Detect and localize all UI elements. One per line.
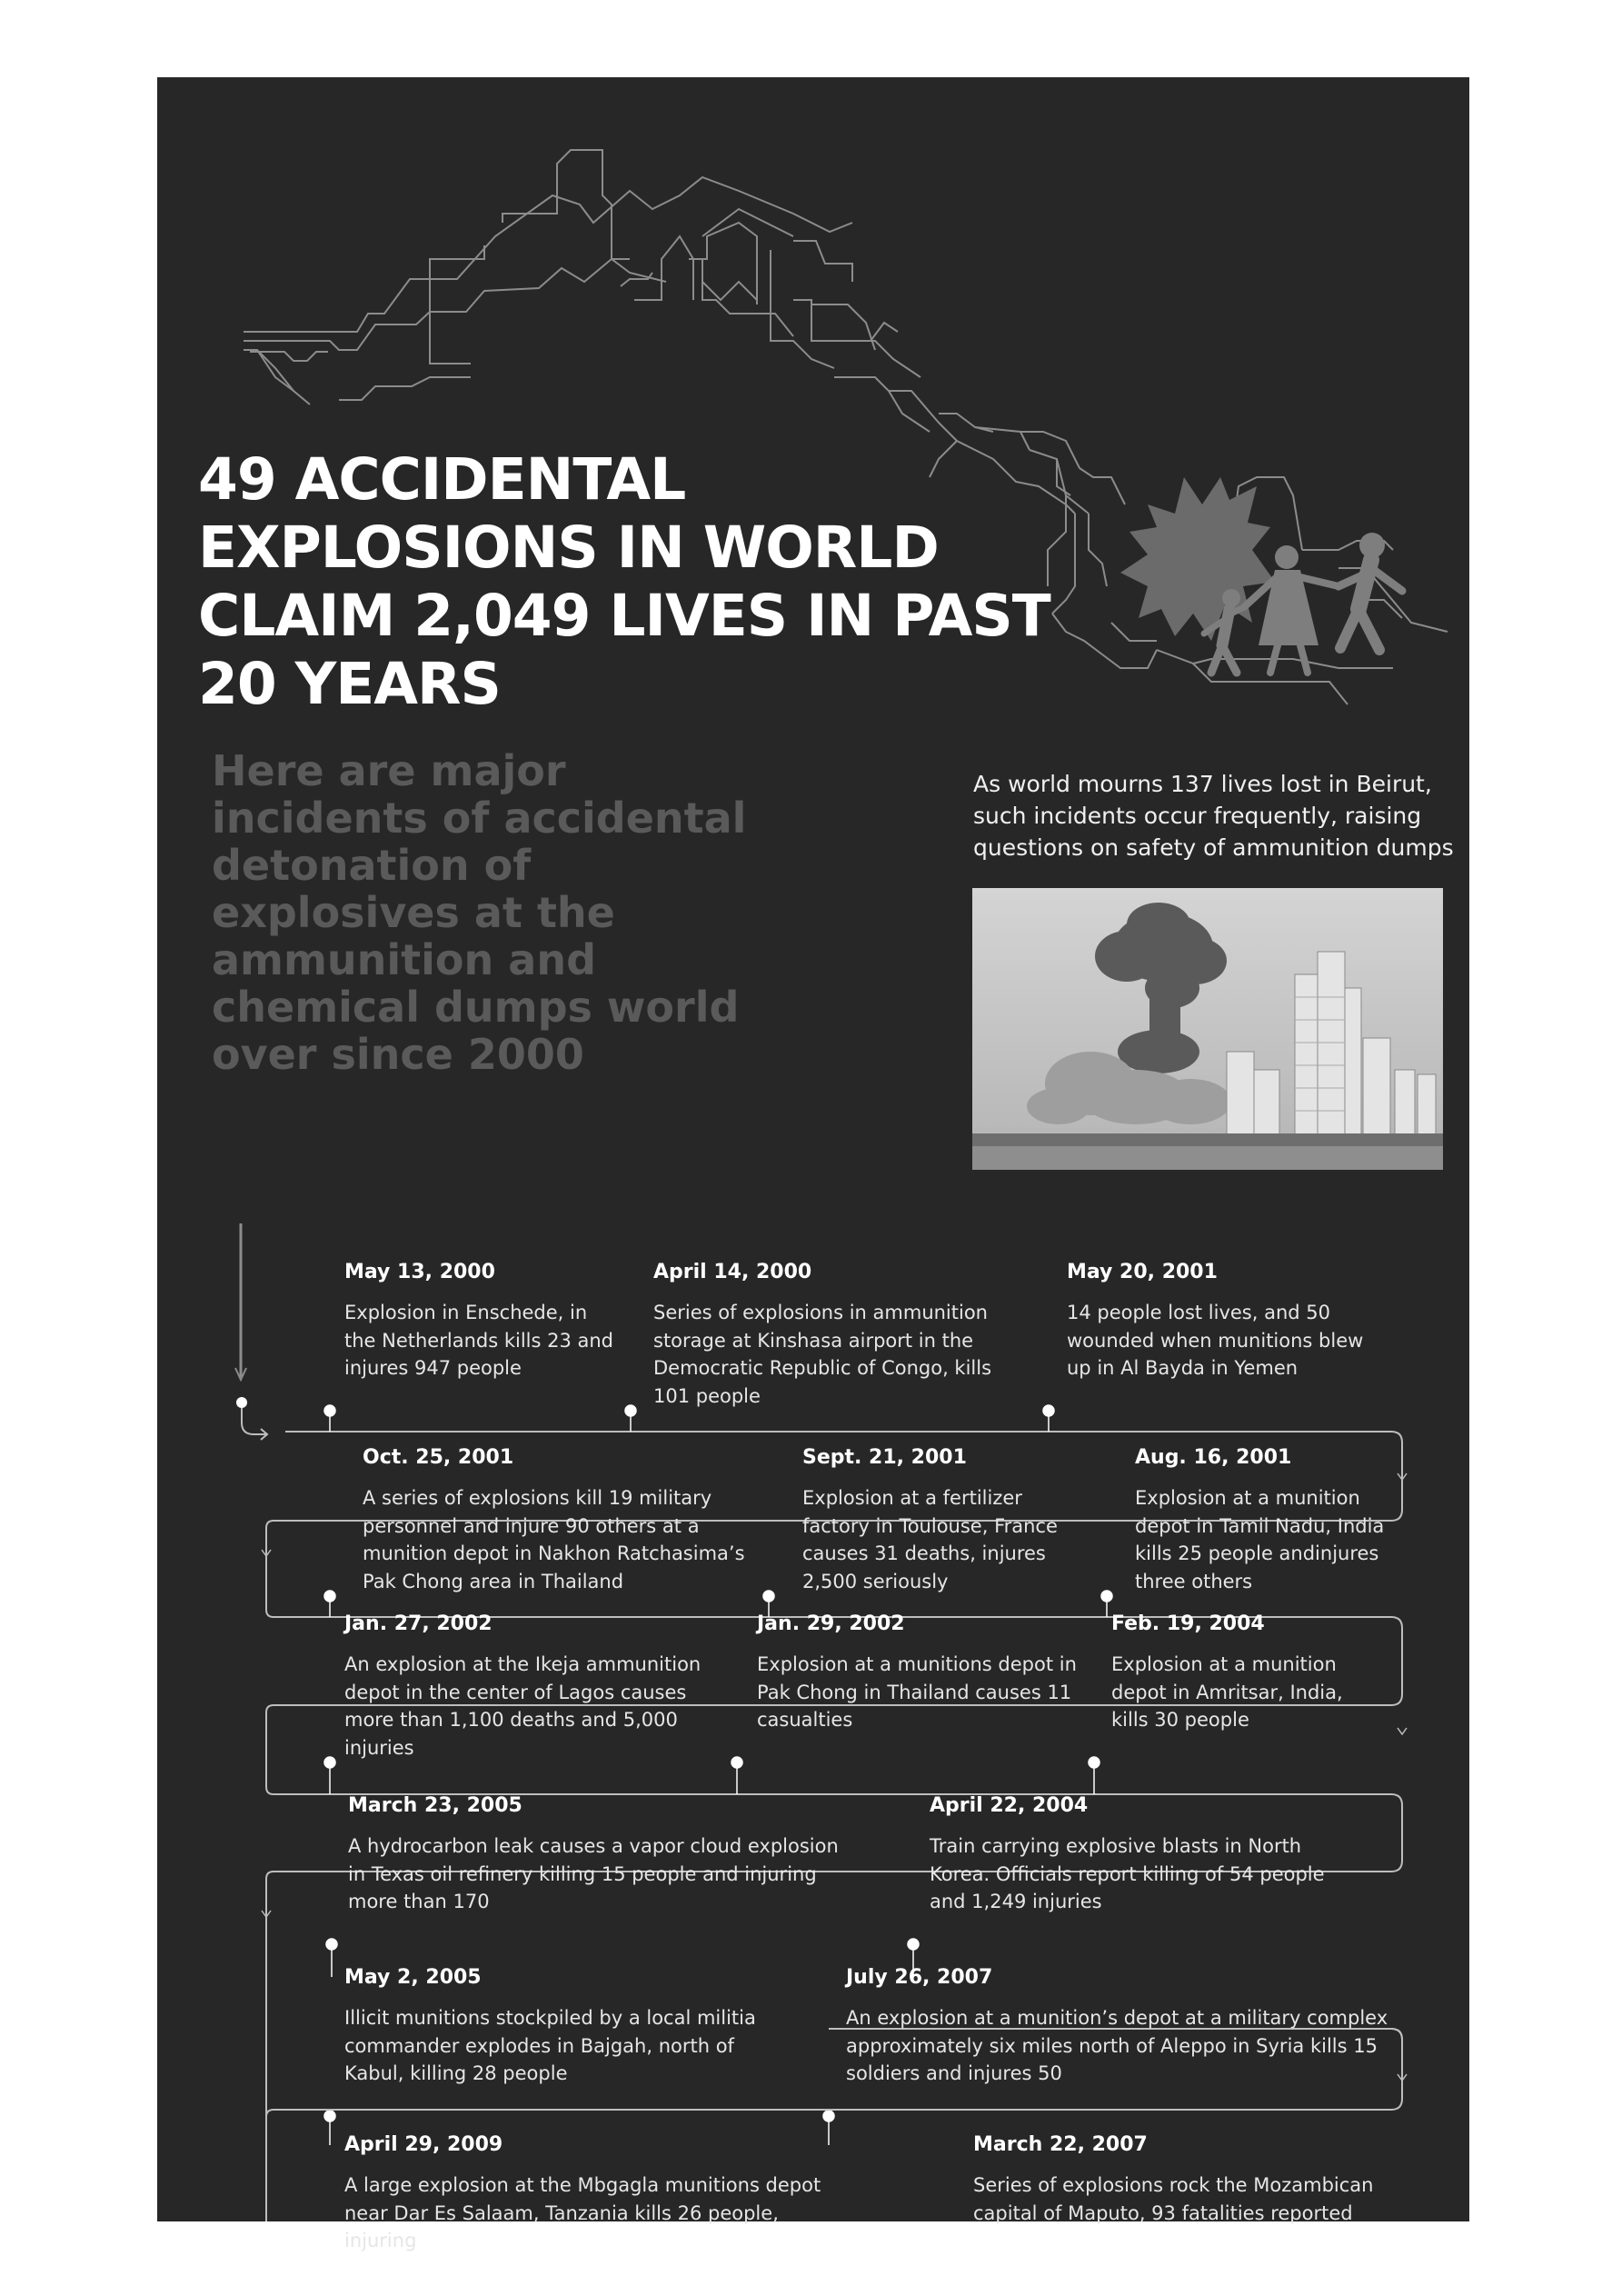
event-description: An explosion at the Ikeja ammunition depot in the center of Lagos causes more than 1,100 deaths and 5,000 injuries xyxy=(344,1653,702,1759)
headline: 49 ACCIDENTAL EXPLOSIONS IN WORLD CLAIM 2,049 LIVES IN PAST 20 YEARS xyxy=(198,446,1050,717)
event-date: May 2, 2005 xyxy=(344,1966,482,1989)
timeline-event xyxy=(802,1445,1075,1595)
event-description: Explosion at a fertilizer factory in Toulouse, France causes 31 deaths, injures 2,500 seriously xyxy=(802,1487,1058,1592)
timeline-event xyxy=(348,1793,857,1916)
event-date: May 20, 2001 xyxy=(1067,1261,1218,1283)
explosion-burst-icon xyxy=(1120,477,1275,641)
event-date: Sept. 21, 2001 xyxy=(802,1446,967,1469)
timeline-event xyxy=(344,1965,799,2088)
event-description: An explosion at a munition’s depot at a military complex approximately six miles north of Aleppo in Syria kills 15 soldiers and injures 50 xyxy=(846,2007,1388,2084)
timeline-event xyxy=(1111,1612,1375,1734)
timeline-event xyxy=(757,1612,1084,1734)
event-date: May 13, 2000 xyxy=(344,1261,495,1283)
event-description: Series of explosions rock the Mozambican capital of Maputo, 93 fatalities reported xyxy=(973,2174,1374,2224)
event-date: Jan. 27, 2002 xyxy=(344,1612,493,1635)
timeline-event xyxy=(930,1793,1366,1916)
event-description: A large explosion at the Mbgagla munitions depot near Dar Es Salaam, Tanzania kills 26 people, injuring xyxy=(344,2174,821,2251)
event-description: Explosion at a munition depot in Tamil Nadu, India kills 25 people andinjures three others xyxy=(1135,1487,1385,1592)
event-date: Aug. 16, 2001 xyxy=(1135,1446,1292,1469)
timeline-event xyxy=(846,1965,1391,2088)
event-date: April 29, 2009 xyxy=(344,2133,503,2156)
infographic-poster xyxy=(157,77,1469,2251)
event-description: Explosion at a munitions depot in Pak Chong in Thailand causes 11 casualties xyxy=(757,1653,1077,1731)
event-description: Illicit munitions stockpiled by a local militia commander explodes in Bajgah, north of Kabul, killing 28 people xyxy=(344,2007,756,2084)
subheading: Here are major incidents of accidental detonation of explosives at the ammunition and chemical dumps world over since 2000 xyxy=(212,746,747,1079)
timeline-event xyxy=(344,2132,853,2255)
event-description: Train carrying explosive blasts in North Korea. Officials report killing of 54 people and 1,249 injuries xyxy=(930,1835,1325,1912)
event-date: April 14, 2000 xyxy=(653,1261,812,1283)
beirut-explosion-photo xyxy=(972,888,1443,1170)
timeline-event xyxy=(653,1260,1017,1410)
timeline-event xyxy=(973,2132,1409,2227)
event-description: A hydrocarbon leak causes a vapor cloud explosion in Texas oil refinery killing 15 people and injuring more than 170 xyxy=(348,1835,839,1912)
event-description: Explosion at a munition depot in Amritsar, India, kills 30 people xyxy=(1111,1653,1343,1731)
event-date: Oct. 25, 2001 xyxy=(363,1446,514,1469)
intro-text: As world mourns 137 lives lost in Beirut, such incidents occur frequently, raising questions on safety of ammunition dumps xyxy=(973,771,1454,861)
event-description: 14 people lost lives, and 50 wounded when munitions blew up in Al Bayda in Yemen xyxy=(1067,1302,1364,1379)
timeline-event xyxy=(1135,1445,1408,1595)
event-description: Series of explosions in ammunition storage at Kinshasa airport in the Democratic Republic of Congo, kills 101 people xyxy=(653,1302,992,1407)
timeline-event xyxy=(344,1612,708,1762)
event-description: A series of explosions kill 19 military personnel and injure 90 others at a munition depot in Nakhon Ratchasima’s Pak Chong area in Thailand xyxy=(363,1487,745,1592)
event-date: April 22, 2004 xyxy=(930,1794,1089,1817)
timeline-event xyxy=(363,1445,762,1595)
event-description: Explosion in Enschede, in the Netherlands kills 23 and injures 947 people xyxy=(344,1302,614,1379)
event-date: March 22, 2007 xyxy=(973,2133,1148,2156)
event-date: July 26, 2007 xyxy=(846,1966,993,1989)
timeline-event xyxy=(344,1260,617,1383)
event-date: Jan. 29, 2002 xyxy=(757,1612,905,1635)
event-date: Feb. 19, 2004 xyxy=(1111,1612,1265,1635)
event-date: March 23, 2005 xyxy=(348,1794,522,1817)
timeline-event xyxy=(1067,1260,1367,1383)
